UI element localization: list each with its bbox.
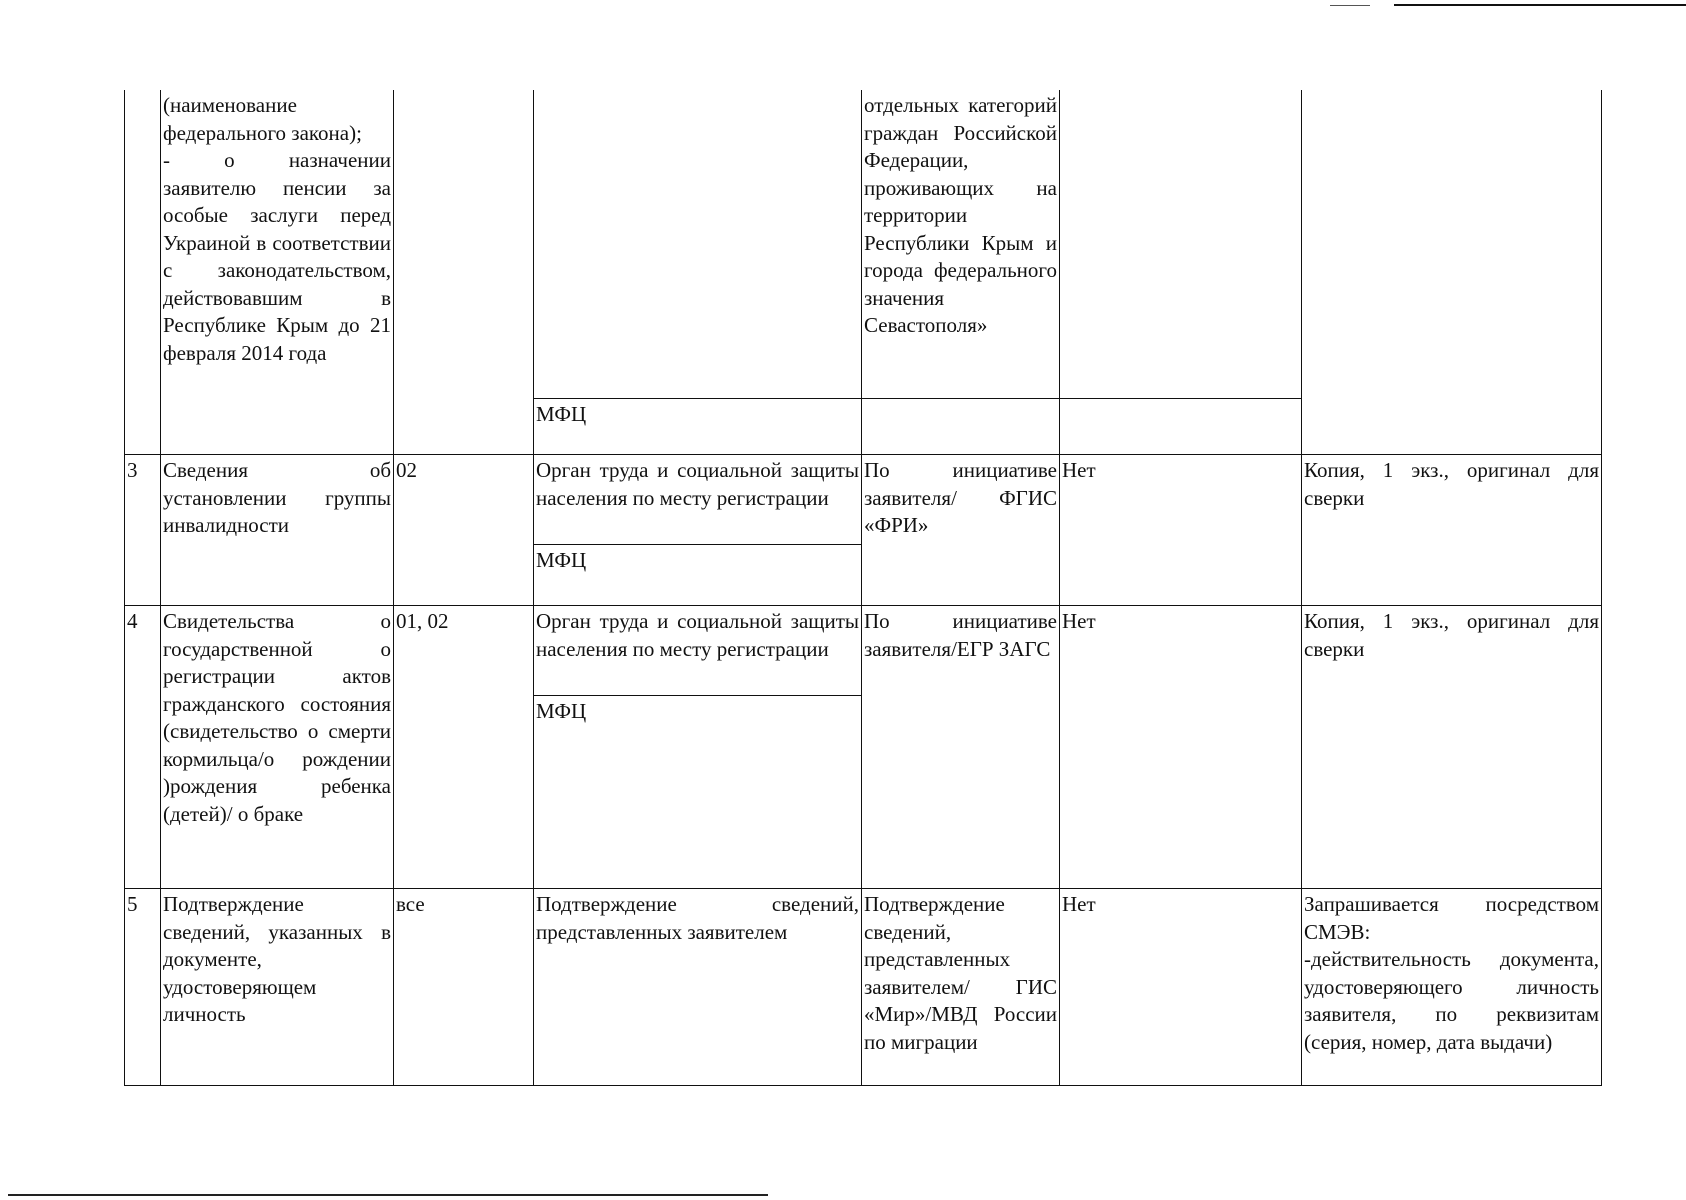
- basis-cell: Подтверждение сведений, представленных заявителем/ ГИС «Мир»/МВД России по миграции: [862, 889, 1060, 1086]
- basis-bottom: [862, 398, 1059, 454]
- required-cell: Нет: [1060, 455, 1302, 606]
- documents-table: [124, 90, 1602, 1086]
- source-cell: Подтверждение сведений, представленных заявителем: [534, 889, 862, 1086]
- note-cell: [1302, 90, 1602, 455]
- code-cell: все: [394, 889, 534, 1086]
- table-row: [125, 455, 1602, 606]
- source-top: Орган труда и социальной защиты населения по месту регистрации: [536, 609, 859, 661]
- row-number-cell: [125, 90, 161, 455]
- source-cell: [534, 455, 862, 606]
- note-cell: Запрашивается посредством СМЭВ: -действительность документа, удостоверяющего личность заявителя, по реквизитам (серия, номер, дата выдачи): [1302, 889, 1602, 1086]
- required-cell: [1060, 90, 1302, 455]
- document-name-cell: Подтверждение сведений, указанных в документе, удостоверяющем личность: [161, 889, 394, 1086]
- basis-top: отдельных категорий граждан Российской Федерации, проживающих на территории Республики Крым и города федерального значения Севастополя»: [864, 93, 1057, 337]
- row-number-cell: 3: [125, 455, 161, 606]
- source-bottom: МФЦ: [534, 398, 861, 454]
- table-row: [125, 889, 1602, 1086]
- required-cell: Нет: [1060, 889, 1302, 1086]
- source-bottom: МФЦ: [534, 695, 861, 888]
- table-row: [125, 606, 1602, 889]
- required-cell: Нет: [1060, 606, 1302, 889]
- required-top: [1060, 90, 1301, 398]
- code-cell: 02: [394, 455, 534, 606]
- source-cell: [534, 90, 862, 455]
- document-name-cell: Свидетельства о государственной о регистрации актов гражданского состояния (свидетельство о смерти кормильца/о рождении )рождения ребенка (детей)/ о браке: [161, 606, 394, 889]
- row-number-cell: 5: [125, 889, 161, 1086]
- document-name-cell: Сведения об установлении группы инвалидности: [161, 455, 394, 606]
- source-top: Орган труда и социальной защиты населения по месту регистрации: [536, 458, 859, 510]
- row-number-cell: 4: [125, 606, 161, 889]
- document-name-cell: (наименование федерального закона); - о назначении заявителю пенсии за особые заслуги перед Украиной в соответствии с законодательством, действовавшим в Республике Крым до 21 февраля 2014 года: [161, 90, 394, 455]
- basis-cell: По инициативе заявителя/ ФГИС «ФРИ»: [862, 455, 1060, 606]
- footer-rule: [8, 1194, 768, 1196]
- table-row: [125, 90, 1602, 455]
- code-cell: 01, 02: [394, 606, 534, 889]
- source-bottom: МФЦ: [534, 544, 861, 605]
- header-rule-dash: [1330, 5, 1370, 6]
- basis-cell: По инициативе заявителя/ЕГР ЗАГС: [862, 606, 1060, 889]
- note-cell: Копия, 1 экз., оригинал для сверки: [1302, 606, 1602, 889]
- note-cell: Копия, 1 экз., оригинал для сверки: [1302, 455, 1602, 606]
- required-bottom: [1060, 398, 1301, 454]
- source-top: [534, 90, 861, 398]
- header-rule: [1394, 4, 1686, 6]
- source-cell: [534, 606, 862, 889]
- basis-cell: [862, 90, 1060, 455]
- code-cell: [394, 90, 534, 455]
